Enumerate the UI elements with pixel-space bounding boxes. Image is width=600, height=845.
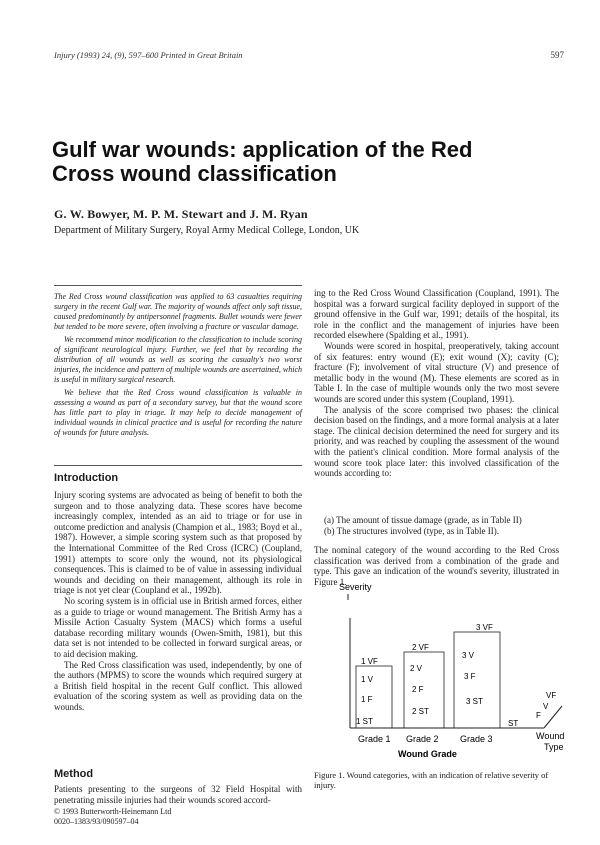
criterion-grade: (a) The amount of tissue damage (grade, as in Table II) bbox=[324, 515, 522, 525]
x-axis-label: Wound Grade bbox=[398, 749, 457, 759]
body-paragraph: Patients presenting to the surgeons of 32 Field Hospital with penetrating missile injuries had their wounds scored accord- bbox=[54, 784, 302, 805]
category-2-vf: 2 VF bbox=[412, 643, 429, 652]
page-number: 597 bbox=[550, 50, 564, 60]
copyright-line: © 1993 Butterworth-Heinemann Ltd bbox=[54, 807, 172, 816]
section-heading-method: Method bbox=[54, 768, 94, 780]
criterion-type: (b) The structures involved (type, as in Table II). bbox=[324, 526, 499, 536]
abstract-paragraph: The Red Cross wound classification was applied to 63 casualties requiring surgery in the recent Gulf war. The majority of wounds affect only soft tissue, caused predominantly by antipersonnel fragments. Bullet wounds were fewer but tended to be more severe, often involving a fracture or vascular damage. bbox=[54, 292, 302, 331]
type-axis-label-1: Wound bbox=[536, 731, 565, 741]
body-paragraph: The Red Cross classification was used, independently, by one of the authors (MPMS) to score the wounds which required surgery at a British field hospital in the recent Gulf conflict. This allowed evaluation of the scoring system as well as providing data on the wounds. bbox=[54, 659, 302, 712]
abstract-rule-bottom bbox=[54, 465, 302, 466]
category-1-vf: 1 VF bbox=[361, 657, 378, 666]
grade-3-label: Grade 3 bbox=[460, 734, 493, 744]
figure-wound-categories bbox=[314, 578, 574, 764]
journal-citation: Injury (1993) 24, (9), 597–600 Printed in Great Britain bbox=[54, 50, 243, 60]
category-3-vf: 3 VF bbox=[476, 623, 493, 632]
grade-2-stack bbox=[404, 643, 444, 728]
category-3-f: 3 F bbox=[464, 672, 476, 681]
category-3-v: 3 V bbox=[462, 651, 475, 660]
introduction-body bbox=[54, 490, 302, 712]
section-heading-introduction: Introduction bbox=[54, 472, 119, 484]
authors: G. W. Bowyer, M. P. M. Stewart and J. M. Ryan bbox=[54, 207, 308, 221]
abstract-paragraph: We believe that the Red Cross wound classification is valuable in assessing a wound as part of a secondary survey, but that the wound score has little part to play in triage. It may help to decide management of individual wounds in clinical practice and is useful for recording the nature of wounds for future analysis. bbox=[54, 388, 302, 437]
category-1-v: 1 V bbox=[361, 675, 374, 684]
type-label-st: ST bbox=[508, 719, 519, 728]
article-title: Gulf war wounds: application of the Red Cross wound classification bbox=[52, 137, 473, 186]
body-paragraph: ing to the Red Cross Wound Classification (Coupland, 1991). The hospital was a forward surgical facility deployed in support of the ground offensive in the Gulf war, 1991; details of the hospital, its role in the conflict and the management of injuries have been recorded elsewhere (Spalding et al., 1991). bbox=[314, 288, 559, 341]
grade-1-stack bbox=[356, 657, 392, 728]
category-1-st: 1 ST bbox=[356, 717, 373, 726]
type-label-vf: VF bbox=[546, 691, 557, 700]
body-paragraph: The analysis of the score comprised two phases: the clinical decision based on the findings, and a more formal analysis at a later stage. The clinical decision determined the need for surgery and its priority, and was reached by coupling the assessment of the wound with the patient's clinical condition. More formal analysis of the wound score took place later: this involved classification of the wounds according to: bbox=[314, 404, 559, 479]
body-paragraph: Wounds were scored in hospital, preoperatively, taking account of six features: entry wound (E); exit wound (X); cavity (C); fracture (F); involvement of vital structure (V) and presence of metallic body in the wound (M). These elements are scored as in Table I. In the case of multiple wounds only the two most severe wounds are scored under this system (Coupland, 1991). bbox=[314, 340, 559, 404]
abstract bbox=[54, 292, 302, 441]
copyright-footer bbox=[54, 807, 302, 826]
category-3-st: 3 ST bbox=[466, 697, 483, 706]
abstract-rule-top bbox=[54, 285, 302, 286]
category-2-v: 2 V bbox=[410, 664, 423, 673]
abstract-paragraph: We recommend minor modification to the classification to include scoring of significant neurological injury. Further, we feel that by recording the distribution of all wounds as well as scoring the casualty's two worst injuries, the incidence and pattern of multiple wounds are ascertained, which is useful in military surgical research. bbox=[54, 335, 302, 384]
body-paragraph: The nominal category of the wound according to the Red Cross classification was derived from a combination of the grade and type. This gave an indication of the wound's severity, illustrated in Figure 1. bbox=[314, 545, 559, 587]
method-body bbox=[54, 784, 302, 805]
category-2-f: 2 F bbox=[412, 685, 424, 694]
grade-1-label: Grade 1 bbox=[358, 734, 391, 744]
figure-caption: Figure 1. Wound categories, with an indication of relative severity of injury. bbox=[314, 770, 549, 790]
type-label-v: V bbox=[543, 702, 549, 711]
grade-2-label: Grade 2 bbox=[406, 734, 439, 744]
method-body-continued bbox=[314, 288, 559, 479]
category-2-st: 2 ST bbox=[412, 707, 429, 716]
y-axis-label: Severity bbox=[339, 582, 372, 592]
grade-3-stack bbox=[454, 623, 500, 728]
affiliation: Department of Military Surgery, Royal Army Medical College, London, UK bbox=[54, 225, 360, 236]
classification-criteria bbox=[324, 515, 559, 537]
body-paragraph: No scoring system is in official use in British armed forces, either as a guide to triage or wound management. The British Army has a Missile Action Casualty System (MACS) which forms a useful database recording military wounds (Owen-Smith, 1981), but this data set is not intended to be collected in forward surgical areas, or to aid decision making. bbox=[54, 595, 302, 659]
body-paragraph: Injury scoring systems are advocated as being of benefit to both the surgeon and to those analyzing data. These scores have become increasingly complex, intended as an aid to triage or for use in outcome prediction and analysis (Champion et al., 1983; Boyd et al., 1987). However, a simple scoring system such as that proposed by the International Committee of the Red Cross (ICRC) (Coupland, 1991) attempts to score only the wound, not its physiological consequences. This is claimed to be of value in assessing individual wounds and deciding on their management, although its role in triage is not yet clear (Coupland et al., 1992b). bbox=[54, 490, 302, 596]
issn-line: 0020–1383/93/090597–04 bbox=[54, 816, 139, 826]
type-label-f: F bbox=[536, 711, 541, 720]
type-axis-label-2: Type bbox=[544, 742, 564, 752]
category-1-f: 1 F bbox=[361, 695, 373, 704]
grade-3-box bbox=[454, 632, 500, 728]
